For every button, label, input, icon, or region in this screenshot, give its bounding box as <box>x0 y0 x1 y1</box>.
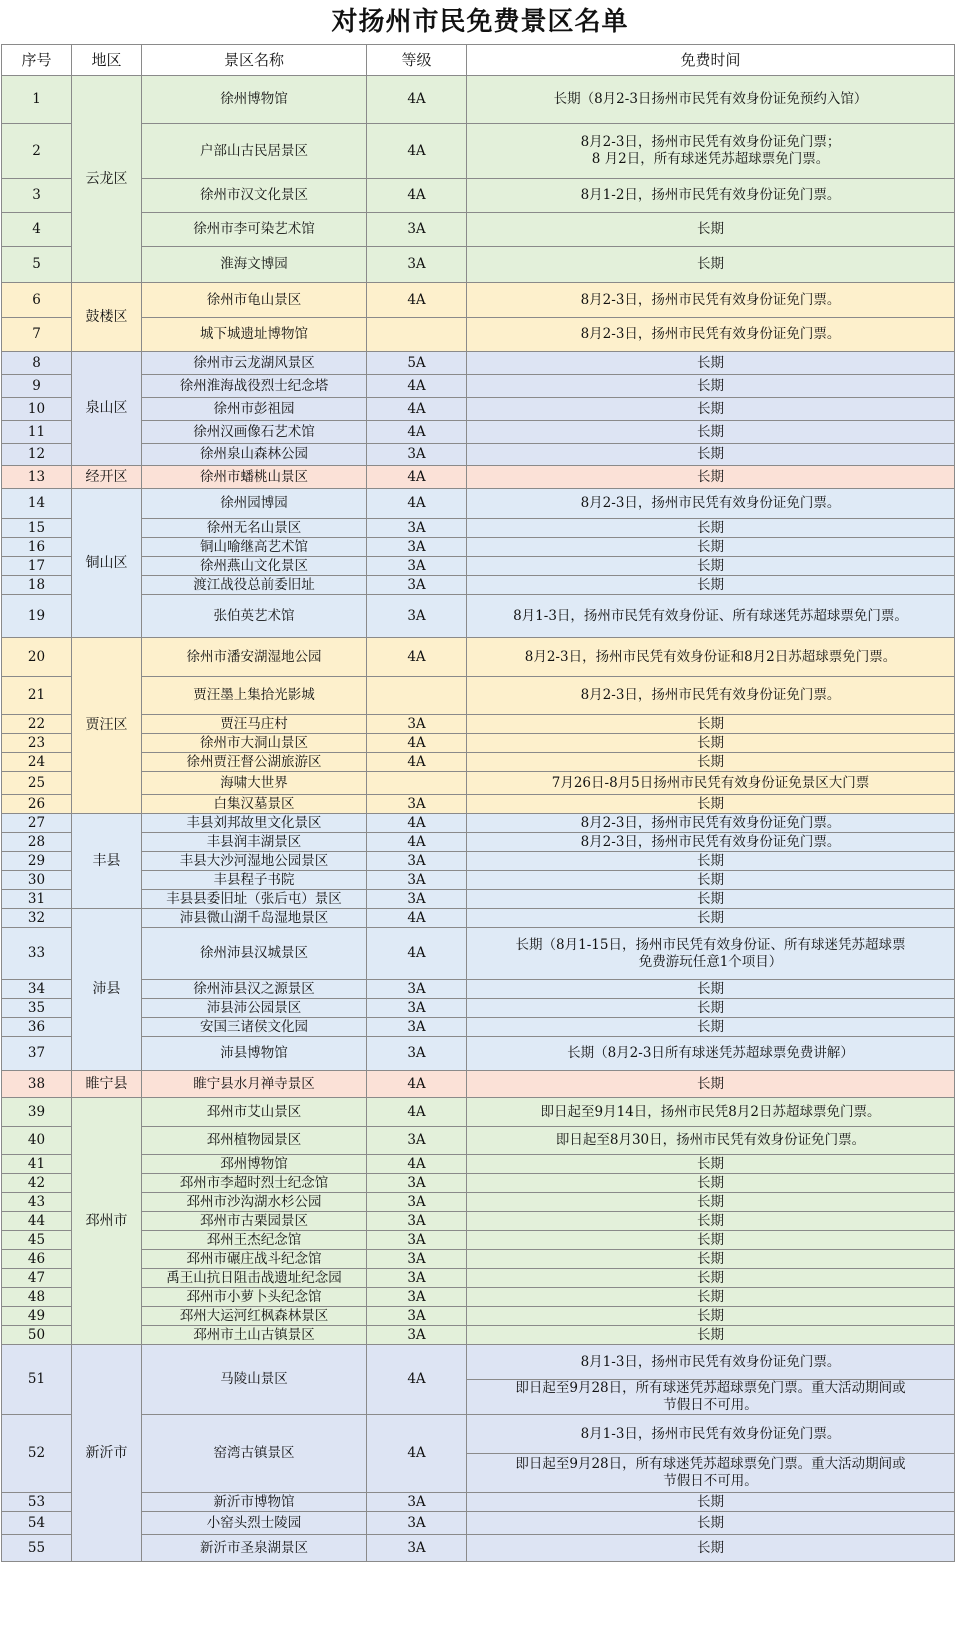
free-time-cell: 8月1-2日，扬州市民凭有效身份证免门票。 <box>467 179 955 213</box>
row-number: 40 <box>2 1127 72 1155</box>
level-cell: 3A <box>367 1326 467 1345</box>
scenic-name: 马陵山景区 <box>142 1345 367 1415</box>
free-time-cell: 8月2-3日，扬州市民凭有效身份证和8月2日苏超球票免门票。 <box>467 638 955 677</box>
free-time-cell: 8月1-3日，扬州市民凭有效身份证免门票。 <box>467 1415 955 1454</box>
level-cell: 3A <box>367 1231 467 1250</box>
free-time-cell: 即日起至9月28日，所有球迷凭苏超球票免门票。重大活动期间或 节假日不可用。 <box>467 1454 955 1493</box>
free-time-cell: 长期 <box>467 352 955 375</box>
scenic-name: 徐州市蟠桃山景区 <box>142 466 367 489</box>
header-row <box>2 45 955 76</box>
scenic-name: 邳州大运河红枫森林景区 <box>142 1307 367 1326</box>
level-cell: 4A <box>367 1098 467 1127</box>
level-cell: 3A <box>367 1018 467 1037</box>
free-time-cell: 长期 <box>467 247 955 283</box>
row-number: 25 <box>2 772 72 795</box>
row-number: 31 <box>2 890 72 909</box>
scenic-name: 邳州博物馆 <box>142 1155 367 1174</box>
scenic-name: 禹王山抗日阻击战遗址纪念园 <box>142 1269 367 1288</box>
header-district: 地区 <box>72 45 142 76</box>
table-body <box>2 76 955 1562</box>
row-number: 27 <box>2 814 72 833</box>
free-time-cell: 长期 <box>467 1250 955 1269</box>
free-time-cell: 长期 <box>467 1493 955 1512</box>
table-row <box>2 734 955 753</box>
scenic-name: 徐州市云龙湖风景区 <box>142 352 367 375</box>
scenic-name: 窑湾古镇景区 <box>142 1415 367 1493</box>
table-row <box>2 833 955 852</box>
row-number: 5 <box>2 247 72 283</box>
table-row <box>2 1071 955 1098</box>
level-cell: 4A <box>367 1071 467 1098</box>
level-cell: 4A <box>367 928 467 980</box>
free-time-cell: 8月2-3日，扬州市民凭有效身份证免门票。 <box>467 814 955 833</box>
level-cell: 3A <box>367 1493 467 1512</box>
row-number: 28 <box>2 833 72 852</box>
table-row <box>2 814 955 833</box>
row-number: 20 <box>2 638 72 677</box>
level-cell: 3A <box>367 519 467 538</box>
row-number: 1 <box>2 76 72 124</box>
scenic-name: 徐州市潘安湖湿地公园 <box>142 638 367 677</box>
free-time-cell: 长期 <box>467 421 955 444</box>
free-time-cell: 长期 <box>467 1155 955 1174</box>
row-number: 17 <box>2 557 72 576</box>
district-cell: 邳州市 <box>72 1098 142 1345</box>
table-row <box>2 1193 955 1212</box>
scenic-name: 邳州市古栗园景区 <box>142 1212 367 1231</box>
table-row <box>2 1018 955 1037</box>
free-time-cell: 8月2-3日，扬州市民凭有效身份证免门票。 <box>467 833 955 852</box>
row-number: 33 <box>2 928 72 980</box>
level-cell: 4A <box>367 1345 467 1415</box>
table-row <box>2 1307 955 1326</box>
level-cell: 5A <box>367 352 467 375</box>
header-no: 序号 <box>2 45 72 76</box>
level-cell: 3A <box>367 1250 467 1269</box>
scenic-name: 户部山古民居景区 <box>142 124 367 179</box>
page-title: 对扬州市民免费景区名单 <box>331 7 629 37</box>
free-time-cell: 8月1-3日，扬州市民凭有效身份证免门票。 <box>467 1345 955 1380</box>
scenic-name: 邳州市碾庄战斗纪念馆 <box>142 1250 367 1269</box>
scenic-name: 徐州博物馆 <box>142 76 367 124</box>
table-row <box>2 398 955 421</box>
row-number: 55 <box>2 1535 72 1562</box>
scenic-name: 徐州泉山森林公园 <box>142 444 367 466</box>
row-number: 21 <box>2 677 72 715</box>
table-row <box>2 677 955 715</box>
scenic-name: 邳州王杰纪念馆 <box>142 1231 367 1250</box>
free-time-cell: 7月26日-8月5日扬州市民凭有效身份证免景区大门票 <box>467 772 955 795</box>
level-cell: 3A <box>367 444 467 466</box>
district-cell: 经开区 <box>72 466 142 489</box>
scenic-name: 新沂市圣泉湖景区 <box>142 1535 367 1562</box>
table-row <box>2 283 955 318</box>
table-row <box>2 1415 955 1454</box>
scenic-name: 徐州汉画像石艺术馆 <box>142 421 367 444</box>
scenic-name: 邳州市小萝卜头纪念馆 <box>142 1288 367 1307</box>
scenic-name: 铜山喻继高艺术馆 <box>142 538 367 557</box>
scenic-name: 邳州市艾山景区 <box>142 1098 367 1127</box>
level-cell: 3A <box>367 213 467 247</box>
table-row <box>2 1288 955 1307</box>
header-name: 景区名称 <box>142 45 367 76</box>
scenic-name: 小窑头烈士陵园 <box>142 1512 367 1535</box>
table-row <box>2 538 955 557</box>
row-number: 42 <box>2 1174 72 1193</box>
district-cell: 云龙区 <box>72 76 142 283</box>
scenic-name: 徐州市李可染艺术馆 <box>142 213 367 247</box>
scenic-name: 邳州市沙沟湖水杉公园 <box>142 1193 367 1212</box>
row-number: 16 <box>2 538 72 557</box>
scenic-name: 渡江战役总前委旧址 <box>142 576 367 595</box>
table-row <box>2 638 955 677</box>
scenic-name: 淮海文博园 <box>142 247 367 283</box>
scenic-name: 沛县沛公园景区 <box>142 999 367 1018</box>
row-number: 18 <box>2 576 72 595</box>
table-row <box>2 444 955 466</box>
scenic-name: 徐州园博园 <box>142 489 367 519</box>
scenic-name: 海啸大世界 <box>142 772 367 795</box>
row-number: 54 <box>2 1512 72 1535</box>
row-number: 36 <box>2 1018 72 1037</box>
scenic-name: 邳州市李超时烈士纪念馆 <box>142 1174 367 1193</box>
scenic-name: 安国三诸侯文化园 <box>142 1018 367 1037</box>
level-cell: 3A <box>367 1193 467 1212</box>
scenic-name: 贾汪马庄村 <box>142 715 367 734</box>
table-row <box>2 1345 955 1380</box>
row-number: 8 <box>2 352 72 375</box>
level-cell: 3A <box>367 1288 467 1307</box>
scenic-name: 丰县润丰湖景区 <box>142 833 367 852</box>
table-row <box>2 1127 955 1155</box>
level-cell: 4A <box>367 76 467 124</box>
level-cell: 3A <box>367 1512 467 1535</box>
level-cell: 3A <box>367 852 467 871</box>
free-time-cell: 即日起至8月30日，扬州市民凭有效身份证免门票。 <box>467 1127 955 1155</box>
level-cell: 3A <box>367 1127 467 1155</box>
free-time-cell: 长期（8月1-15日，扬州市民凭有效身份证、所有球迷凭苏超球票 免费游玩任意1个项目） <box>467 928 955 980</box>
level-cell: 4A <box>367 179 467 213</box>
table-row <box>2 928 955 980</box>
level-cell: 3A <box>367 980 467 999</box>
table-row <box>2 1269 955 1288</box>
row-number: 29 <box>2 852 72 871</box>
row-number: 35 <box>2 999 72 1018</box>
table-row <box>2 795 955 814</box>
scenic-name: 邳州植物园景区 <box>142 1127 367 1155</box>
district-cell: 睢宁县 <box>72 1071 142 1098</box>
row-number: 15 <box>2 519 72 538</box>
free-time-cell: 长期 <box>467 999 955 1018</box>
table-row <box>2 999 955 1018</box>
level-cell: 4A <box>367 1415 467 1493</box>
district-cell: 铜山区 <box>72 489 142 638</box>
level-cell: 3A <box>367 715 467 734</box>
level-cell: 4A <box>367 909 467 928</box>
free-time-cell: 长期 <box>467 1071 955 1098</box>
row-number: 43 <box>2 1193 72 1212</box>
free-time-cell: 长期 <box>467 795 955 814</box>
level-cell <box>367 772 467 795</box>
level-cell <box>367 677 467 715</box>
table-row <box>2 980 955 999</box>
row-number: 48 <box>2 1288 72 1307</box>
level-cell: 4A <box>367 833 467 852</box>
scenic-name: 新沂市博物馆 <box>142 1493 367 1512</box>
scenic-name: 丰县刘邦故里文化景区 <box>142 814 367 833</box>
table-row <box>2 1535 955 1562</box>
row-number: 45 <box>2 1231 72 1250</box>
free-time-cell: 长期（8月2-3日所有球迷凭苏超球票免费讲解） <box>467 1037 955 1071</box>
free-time-cell: 长期 <box>467 1269 955 1288</box>
row-number: 11 <box>2 421 72 444</box>
header-free-time: 免费时间 <box>467 45 955 76</box>
scenic-name: 睢宁县水月禅寺景区 <box>142 1071 367 1098</box>
table-row <box>2 1155 955 1174</box>
row-number: 22 <box>2 715 72 734</box>
scenic-name: 徐州沛县汉城景区 <box>142 928 367 980</box>
table-row <box>2 890 955 909</box>
district-cell: 贾汪区 <box>72 638 142 814</box>
free-time-cell: 长期 <box>467 1288 955 1307</box>
scenic-name: 徐州燕山文化景区 <box>142 557 367 576</box>
level-cell: 4A <box>367 638 467 677</box>
scenic-name: 徐州沛县汉之源景区 <box>142 980 367 999</box>
level-cell: 4A <box>367 466 467 489</box>
free-time-cell: 长期 <box>467 1018 955 1037</box>
table-row <box>2 576 955 595</box>
level-cell: 4A <box>367 734 467 753</box>
row-number: 14 <box>2 489 72 519</box>
district-cell: 泉山区 <box>72 352 142 466</box>
row-number: 3 <box>2 179 72 213</box>
scenic-name: 白集汉墓景区 <box>142 795 367 814</box>
level-cell: 3A <box>367 247 467 283</box>
free-time-cell: 长期 <box>467 375 955 398</box>
free-time-cell: 长期 <box>467 909 955 928</box>
row-number: 10 <box>2 398 72 421</box>
header-level: 等级 <box>367 45 467 76</box>
free-time-cell: 8月2-3日，扬州市民凭有效身份证免门票。 <box>467 318 955 352</box>
free-time-cell: 长期 <box>467 715 955 734</box>
free-time-cell: 长期 <box>467 519 955 538</box>
free-time-cell: 长期 <box>467 1231 955 1250</box>
free-time-cell: 长期 <box>467 871 955 890</box>
level-cell: 3A <box>367 1212 467 1231</box>
row-number: 32 <box>2 909 72 928</box>
row-number: 46 <box>2 1250 72 1269</box>
scenic-name: 沛县博物馆 <box>142 1037 367 1071</box>
free-time-cell: 长期 <box>467 1512 955 1535</box>
level-cell: 4A <box>367 124 467 179</box>
row-number: 47 <box>2 1269 72 1288</box>
scenic-name: 张伯英艺术馆 <box>142 595 367 638</box>
scenic-name: 徐州淮海战役烈士纪念塔 <box>142 375 367 398</box>
table-row <box>2 871 955 890</box>
level-cell: 4A <box>367 398 467 421</box>
table-row <box>2 1326 955 1345</box>
scenic-name: 贾汪墨上集拾光影城 <box>142 677 367 715</box>
free-time-cell: 8月1-3日，扬州市民凭有效身份证、所有球迷凭苏超球票免门票。 <box>467 595 955 638</box>
row-number: 12 <box>2 444 72 466</box>
free-time-cell: 8月2-3日，扬州市民凭有效身份证免门票。 <box>467 489 955 519</box>
table-row <box>2 318 955 352</box>
row-number: 19 <box>2 595 72 638</box>
free-time-cell: 长期 <box>467 1174 955 1193</box>
level-cell: 4A <box>367 489 467 519</box>
row-number: 26 <box>2 795 72 814</box>
scenic-list-table <box>1 44 955 1562</box>
row-number: 13 <box>2 466 72 489</box>
free-time-cell: 长期 <box>467 1535 955 1562</box>
free-time-cell: 即日起至9月28日，所有球迷凭苏超球票免门票。重大活动期间或 节假日不可用。 <box>467 1380 955 1415</box>
level-cell: 4A <box>367 753 467 772</box>
row-number: 38 <box>2 1071 72 1098</box>
table-row <box>2 76 955 124</box>
free-time-cell: 长期 <box>467 753 955 772</box>
table-row <box>2 375 955 398</box>
free-time-cell: 长期（8月2-3日扬州市民凭有效身份证免预约入馆） <box>467 76 955 124</box>
level-cell: 3A <box>367 576 467 595</box>
level-cell: 3A <box>367 1535 467 1562</box>
row-number: 6 <box>2 283 72 318</box>
table-row <box>2 753 955 772</box>
table-row <box>2 1037 955 1071</box>
table-row <box>2 1493 955 1512</box>
level-cell: 3A <box>367 538 467 557</box>
row-number: 53 <box>2 1493 72 1512</box>
scenic-name: 丰县程子书院 <box>142 871 367 890</box>
level-cell: 3A <box>367 871 467 890</box>
row-number: 37 <box>2 1037 72 1071</box>
table-row <box>2 519 955 538</box>
level-cell: 4A <box>367 421 467 444</box>
table-row <box>2 1250 955 1269</box>
level-cell: 4A <box>367 375 467 398</box>
scenic-name: 徐州无名山景区 <box>142 519 367 538</box>
table-row <box>2 1231 955 1250</box>
table-row <box>2 247 955 283</box>
table-row <box>2 1174 955 1193</box>
row-number: 39 <box>2 1098 72 1127</box>
table-row <box>2 715 955 734</box>
level-cell: 3A <box>367 557 467 576</box>
scenic-name: 徐州市彭祖园 <box>142 398 367 421</box>
table-row <box>2 124 955 179</box>
row-number: 44 <box>2 1212 72 1231</box>
level-cell: 3A <box>367 1307 467 1326</box>
level-cell: 3A <box>367 595 467 638</box>
scenic-name: 丰县大沙河湿地公园景区 <box>142 852 367 871</box>
level-cell <box>367 318 467 352</box>
table-row <box>2 466 955 489</box>
level-cell: 4A <box>367 1155 467 1174</box>
table-row <box>2 852 955 871</box>
row-number: 41 <box>2 1155 72 1174</box>
table-row <box>2 1212 955 1231</box>
free-time-cell: 长期 <box>467 1212 955 1231</box>
row-number: 23 <box>2 734 72 753</box>
row-number: 51 <box>2 1345 72 1415</box>
district-cell: 新沂市 <box>72 1345 142 1562</box>
free-time-cell: 长期 <box>467 444 955 466</box>
table-row <box>2 772 955 795</box>
free-time-cell: 长期 <box>467 980 955 999</box>
level-cell: 4A <box>367 283 467 318</box>
level-cell: 3A <box>367 999 467 1018</box>
level-cell: 4A <box>367 814 467 833</box>
row-number: 24 <box>2 753 72 772</box>
row-number: 7 <box>2 318 72 352</box>
free-time-cell: 长期 <box>467 557 955 576</box>
table-row <box>2 557 955 576</box>
level-cell: 3A <box>367 1269 467 1288</box>
scenic-name: 丰县县委旧址（张后屯）景区 <box>142 890 367 909</box>
table-row <box>2 179 955 213</box>
table-row <box>2 909 955 928</box>
free-time-cell: 长期 <box>467 398 955 421</box>
free-time-cell: 8月2-3日，扬州市民凭有效身份证免门票。 <box>467 283 955 318</box>
row-number: 30 <box>2 871 72 890</box>
level-cell: 3A <box>367 1037 467 1071</box>
free-time-cell: 长期 <box>467 890 955 909</box>
free-time-cell: 8月2-3日，扬州市民凭有效身份证免门票； 8 月2日，所有球迷凭苏超球票免门票。 <box>467 124 955 179</box>
level-cell: 3A <box>367 890 467 909</box>
scenic-name: 徐州市龟山景区 <box>142 283 367 318</box>
scenic-name: 邳州市土山古镇景区 <box>142 1326 367 1345</box>
row-number: 4 <box>2 213 72 247</box>
free-time-cell: 长期 <box>467 734 955 753</box>
scenic-name: 徐州市大洞山景区 <box>142 734 367 753</box>
district-cell: 鼓楼区 <box>72 283 142 352</box>
row-number: 9 <box>2 375 72 398</box>
row-number: 52 <box>2 1415 72 1493</box>
level-cell: 3A <box>367 795 467 814</box>
free-time-cell: 长期 <box>467 1193 955 1212</box>
row-number: 50 <box>2 1326 72 1345</box>
scenic-name: 城下城遗址博物馆 <box>142 318 367 352</box>
free-time-cell: 长期 <box>467 1326 955 1345</box>
table-row <box>2 1512 955 1535</box>
table-row <box>2 595 955 638</box>
free-time-cell: 长期 <box>467 466 955 489</box>
row-number: 49 <box>2 1307 72 1326</box>
district-cell: 沛县 <box>72 909 142 1071</box>
scenic-name: 沛县微山湖千岛湿地景区 <box>142 909 367 928</box>
row-number: 34 <box>2 980 72 999</box>
level-cell: 3A <box>367 1174 467 1193</box>
table-row <box>2 213 955 247</box>
table-row <box>2 421 955 444</box>
free-time-cell: 8月2-3日，扬州市民凭有效身份证免门票。 <box>467 677 955 715</box>
free-time-cell: 长期 <box>467 852 955 871</box>
free-time-cell: 长期 <box>467 538 955 557</box>
row-number: 2 <box>2 124 72 179</box>
free-time-cell: 即日起至9月14日，扬州市民凭8月2日苏超球票免门票。 <box>467 1098 955 1127</box>
scenic-name: 徐州市汉文化景区 <box>142 179 367 213</box>
free-time-cell: 长期 <box>467 576 955 595</box>
free-time-cell: 长期 <box>467 213 955 247</box>
scenic-name: 徐州贾汪督公湖旅游区 <box>142 753 367 772</box>
table-row <box>2 1098 955 1127</box>
table-row <box>2 352 955 375</box>
free-time-cell: 长期 <box>467 1307 955 1326</box>
table-row <box>2 489 955 519</box>
district-cell: 丰县 <box>72 814 142 909</box>
